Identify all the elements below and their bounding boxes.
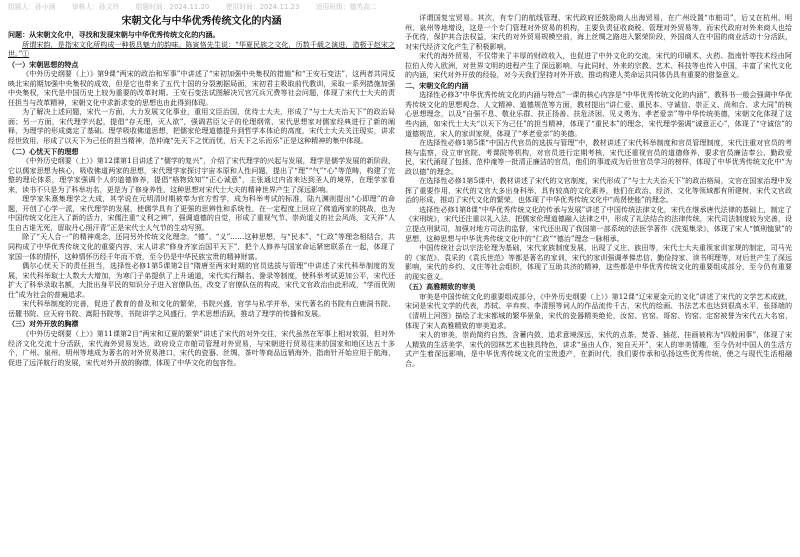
section-heading: （五）高雅精致的审美 xyxy=(405,282,476,292)
section-heading: （一）宋朝思想的特点 xyxy=(8,59,79,69)
meta-use-time: 使用时间：2024.11.23 xyxy=(225,3,300,11)
paragraph: 选择性必修1第8课“中华优秀传统文化的传承与发展”讲述了中国传统法律文化，宋代在继承唐代法律的基础上，制定了《宋刑统》，宋代还注重以礼入法，把儒家伦理道德融入法律之中，形成了礼法结合的法律传统，宋代司法制度较为完善，设立提点刑狱司，加强对地方司法的监督，宋代还出现了我国第一部系统的法医学著作《洗冤集录》，体现了宋人“慎刑恤狱”的思想，这种思想与中华优秀传统文化中的“仁政”“德治”理念一脉相承。 xyxy=(405,204,792,243)
section-heading: （三）对外开放的胸襟 xyxy=(8,319,79,329)
paragraph: 《中外历史纲要（上）》第9课“两宋的政治和军事”中讲述了“宋初加强中央集权的措施”和“王安石变法”，这两者共同反映北宋前期加强中央集权的成效，但是它也带来了五代十国的分裂割据局面，宋初君主吸取前代教训，采取一系列措施加强中央集权，宋代是中国历史上较为重要的改革时期。王安石变法试图解决冗官冗兵冗费等社会问题，体现了宋代士大夫的责任担当与改革精神，宋朝文化中求新求变的思想也由此得到体现。 xyxy=(8,69,395,107)
meta-reviewer: 审核人：孙文玲 xyxy=(71,3,120,11)
left-column xyxy=(8,13,395,553)
right-column xyxy=(405,13,792,553)
paragraph: 《中外历史纲要（上）》第12课第1目讲述了“儒学的复兴”，介绍了宋代理学的兴起与发展，理学是儒学发展的新阶段，它以儒家思想为核心，吸收佛道两家的思想，宋代理学家探讨宇宙本原和人性问题，提出了“理”“气”“心”等范畴，构建了完整的理论体系，理学家强调个人的道德修养，提倡“格物致知”“正心诚意”，主张通过内省来达到圣人的境界，在理学家看来，读书不只是为了科举功名，更是为了修身养性，这种思想对宋代士大夫的精神世界产生了深远影响。 xyxy=(8,156,395,194)
guide-question: 问题：从宋朝文化中，寻找和发现宋朝与中华优秀传统文化的内涵。 xyxy=(8,30,220,39)
paragraph: 在选择性必修1第5课“中国古代官员的选拔与管理”中，教材讲述了宋代科举制度和官员管理制度，宋代注重对官员的考核与监察，设立审官院、考课院等机构，对官员进行定期考核，宋代还重视官员的道德修养，要求官员廉洁奉公、勤政爱民，宋代涌现了包拯、范仲淹等一批清正廉洁的官员，他们的事迹成为后世官员学习的榜样，体现了中华优秀传统文化中“为政以德”的理念。 xyxy=(405,138,792,176)
two-column-body xyxy=(8,13,792,553)
meta-compose-time: 组题时间：2024.11.20 xyxy=(135,3,210,11)
paragraph: 偶尔心忧天下的责任担当，选择性必修1第5课第2目“隋唐至两宋时期的官员选拔与管理”中讲述了宋代科举制度的发展，宋代科举取士人数大大增加，为寒门子弟提供了上升通道，宋代实行糊名、誊录等制度，使科举考试更加公平，宋代还扩大了科举录取名额，大批出身平民的知识分子进入官僚队伍，改变了官僚队伍的构成，宋代文官政治由此形成，“学而优则仕”成为社会的普遍追求。 xyxy=(8,261,395,299)
paragraph: 审美是中国传统文化的重要组成部分，《中外历史纲要（上）》第12课“辽宋夏金元的文化”讲述了宋代的文学艺术成就，宋词是宋代文学的代表，苏轼、辛弃疾、李清照等词人的作品流传千古，宋代的绘画、书法艺术也达到很高水平，张择端的《清明上河图》描绘了北宋都城的繁华景象，宋代的瓷器精美绝伦，汝窑、官窑、哥窑、钧窑、定窑被誉为宋代五大名窑，体现了宋人高雅精致的审美追求。 xyxy=(405,291,792,330)
paragraph: 《中外历史纲要（上）》第11课第2目“两宋和辽夏的繁荣”讲述了宋代的对外交往，宋代虽然在军事上相对软弱，但对外经济文化交流十分活跃，宋代海外贸易发达，政府设立市舶司管理对外贸易，与宋朝进行贸易往来的国家和地区达五十多个，广州、泉州、明州等地成为著名的对外贸易港口，宋代的瓷器、丝绸、茶叶等商品远销海外，指南针开始应用于航海，促进了远洋航行的发展，宋代对外开放的胸襟，体现了中华文化的包容性。 xyxy=(8,328,395,367)
paragraph: 宋人的审美，崇尚简约自然、含蓄内敛，追求意境深远，宋代的点茶、焚香、插花、挂画被称为“四般闲事”，体现了宋人精致的生活美学，宋代的园林艺术也独具特色，讲求“虽由人作，宛自天开”，宋人的审美情趣，至今仍对中国人的生活方式产生着深远影响，是中华优秀传统文化的宝贵遗产，在新时代，我们要传承和弘扬这些优秀传统，使之与现代生活相融合。 xyxy=(405,330,792,368)
section-heading: 二、宋朝文化的内涵 xyxy=(405,80,469,90)
paragraph: 理学家朱熹集理学之大成，其学说在元明清时期被奉为官方哲学，成为科举考试的标准，陆九渊则提出“心即理”的命题，开创了心学一派，宋代理学的发展，使儒学具有了更强的思辨性和系统性，在一定程度上回应了佛道两家的挑战，也为中国传统文化注入了新的活力，宋儒注重“义利之辨”，强调道德的自觉，形成了重视气节、崇尚道义的社会风尚，文天祥“人生自古谁无死，留取丹心照汗青”正是宋代士人气节的生动写照。 xyxy=(8,194,395,232)
paragraph: 为了解决上述问题，宋代一方面，大力发展文化事业，重用文臣治国，优待士大夫，形成了“与士大夫治天下”的政治局面；另一方面，宋代理学兴起，提倡“存天理，灭人欲”，强调君臣父子的伦理纲常，宋代思想家对儒家经典进行了新的阐释，为理学的形成奠定了基础。理学吸收佛道思想，把儒家伦理道德提升到哲学本体论的高度，宋代士大夫关注现实，讲求经世致用，形成了以天下为己任的担当精神，范仲淹“先天下之忧而忧，后天下之乐而乐”正是这种精神的集中体现。 xyxy=(8,107,395,146)
header-meta xyxy=(8,2,792,13)
section-heading: （二）心忧天下的理想 xyxy=(8,146,79,156)
paragraph: 宋代科举制度的完善，促进了教育的普及和文化的繁荣，书院兴盛，官学与私学并举，宋代著名的书院有白鹿洞书院、岳麓书院、应天府书院、嵩阳书院等，书院讲学之风盛行，学术思想活跃，推动了理学的传播和发展。 xyxy=(8,299,395,318)
paragraph: 中国传统社会以宗法伦理为基础，宋代家族制度发展，出现了义庄、族田等，宋代士大夫重视家训家规的制定，司马光的《家范》、袁采的《袁氏世范》等都是著名的家训，宋代的家训强调孝悌忠信、勤俭持家、读书明理等，对后世产生了深远影响，宋代的乡约、义庄等社会组织，体现了互助共济的精神，这些都是中华优秀传统文化的重要组成部分，至今仍有重要的现实意义。 xyxy=(405,243,792,281)
paragraph: 除了“天人合一”的精神观念，还同另外传统文化理念，“德”、“义”……这种思想，与“民本”、“仁政”等理念相结合，共同构成了中华优秀传统文化的重要内容，宋人讲求“修身齐家治国平天下”，把个人修养与国家命运紧密联系在一起，体现了家国一体的情怀，这种情怀历经千年而不衰，至今仍是中华民族宝贵的精神财富。 xyxy=(8,232,395,261)
doc-title: 宋朝文化与中华优秀传统文化的内涵 xyxy=(121,16,282,27)
meta-class: 适用班级：德英高二 xyxy=(315,3,377,11)
paragraph: 宋代的海外贸易，不仅带来了丰厚的财政收入，也促进了中外文化的交流，宋代的印刷术、火药、指南针等技术经由阿拉伯人传入欧洲，对世界文明的进程产生了深远影响，与此同时，外来的宗教、艺术、科技等也传入中国，丰富了宋代文化的内涵，宋代对外开放的经验，对今天我们坚持对外开放、推动构建人类命运共同体仍具有重要的借鉴意义。 xyxy=(405,51,792,80)
meta-author: 组题人：孙小涵 xyxy=(8,3,56,11)
paragraph: 选择性必修3“中华优秀传统文化的内涵与特点”一课的核心内容是“中华优秀传统文化的内涵”，教科书一般会强调中华优秀传统文化的思想观念、人文精神、道德规范等方面，教材提出“讲仁爱、重民本、守诚信、崇正义、尚和合、求大同”的核心思想理念，以及“自强不息、敬业乐群、扶正扬善、扶危济困、见义勇为、孝老爱亲”等中华传统美德，宋朝文化体现了这些内涵，如宋代士大夫“以天下为己任”的担当精神，体现了“重民本”的理念，宋代理学强调“诚意正心”，体现了“守诚信”的道德规范，宋人的家训家规，体现了“孝老爱亲”的美德。 xyxy=(405,90,792,138)
paragraph: 详谓国复宝贸易。其次，有专门的航线管理，宋代政府还鼓励商人出海贸易，在广州设置“市舶司”，后又在杭州、明州、泉州等地增设，这是一个专门管理对外贸易的机构，主要负责征收商税、管理对外贸易等，而宋代政府对外来商人也给予优待，保护其合法权益，宋代的对外贸易规模空前，海上丝绸之路进入繁荣阶段，外国商人在中国的商业活动十分活跃，对宋代经济文化产生了积极影响。 xyxy=(405,13,792,51)
paragraph: 在选择性必修1第5课中，教材讲述了宋代的文官制度，宋代形成了“与士大夫治天下”的政治格局，文官在国家治理中发挥了重要作用，宋代的文官大多出身科举，具有较高的文化素养，他们在政治、经济、文化等领域都有所建树，宋代文官政治的形成，推动了宋代文化的繁荣，也体现了中华优秀传统文化中“尚贤使能”的理念。 xyxy=(405,176,792,205)
intro-paragraph: 所谓宋韵，是指宋文化所构成一种极具魅力的韵味。陈寅恪先生说：“华夏民族之文化，历数千载之演进，造极于赵宋之世。”① xyxy=(8,39,395,59)
